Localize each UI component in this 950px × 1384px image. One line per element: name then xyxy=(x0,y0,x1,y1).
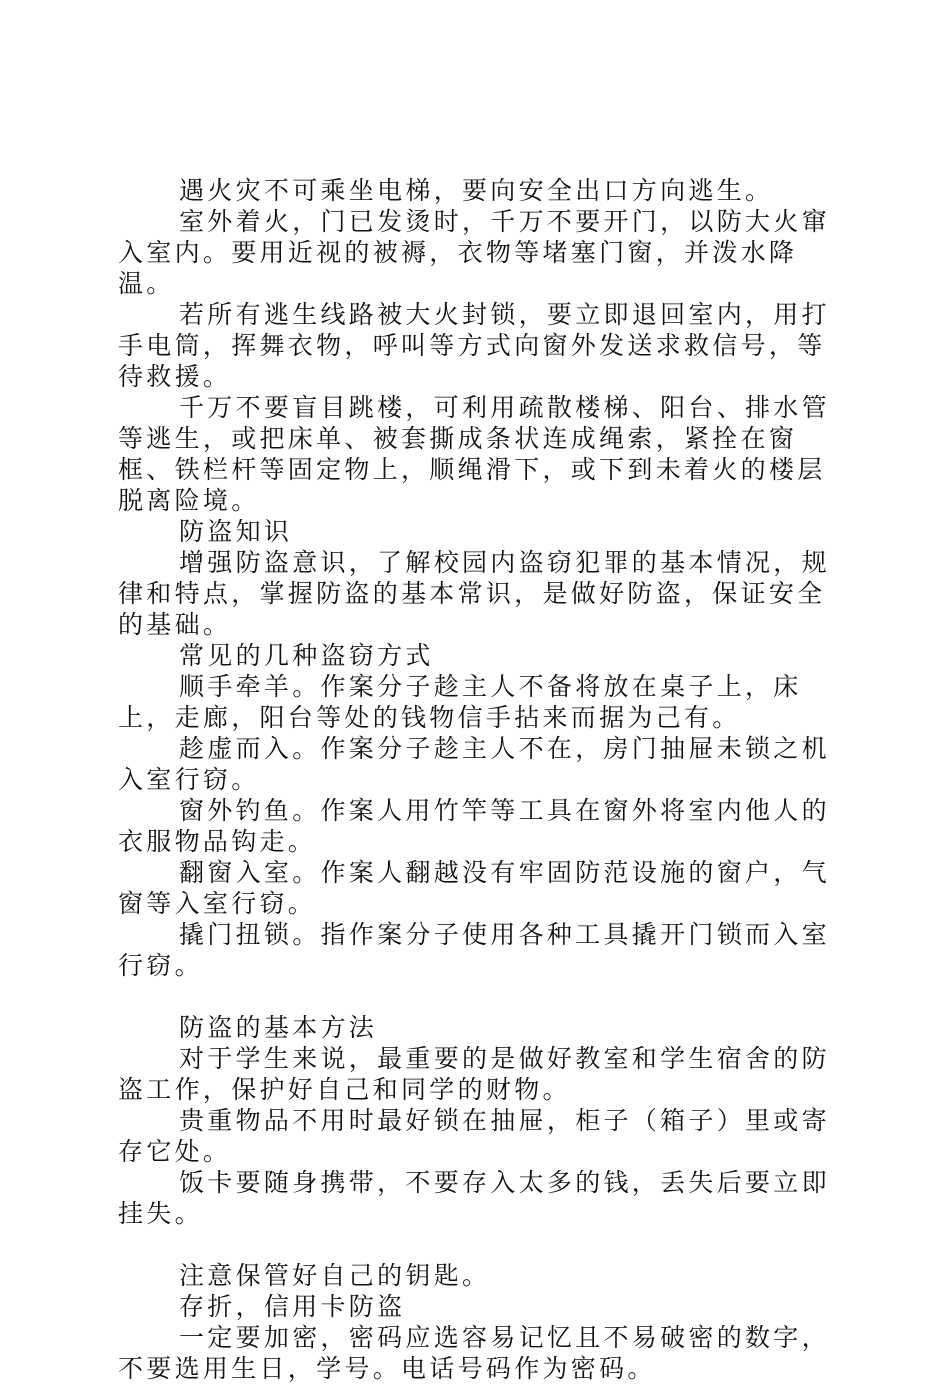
heading-basic-methods: 防盗的基本方法 xyxy=(179,1013,378,1042)
paragraph-meal-card: 饭卡要随身携带，不要存入太多的钱，丢失后要立即挂失。 xyxy=(118,1168,830,1228)
paragraph-no-jumping: 千万不要盲目跳楼，可利用疏散楼梯、阳台、排水管等逃生，或把床单、被套撕成条状连成绳索，紧拴在窗框、铁栏杆等固定物上，顺绳滑下，或下到未着火的楼层脱离险境。 xyxy=(118,393,830,515)
blank-line xyxy=(118,981,838,1012)
document-body xyxy=(118,175,838,1384)
paragraph-opportunistic: 顺手牵羊。作案分子趁主人不备将放在桌子上，床上，走廊，阳台等处的钱物信手拈来而据为己有。 xyxy=(118,672,802,732)
paragraph-window-fishing: 窗外钓鱼。作案人用竹竿等工具在窗外将室内他人的衣服物品钩走。 xyxy=(118,796,830,856)
heading-anti-theft-knowledge: 防盗知识 xyxy=(179,517,293,546)
paragraph-empty-room: 趁虚而入。作案分子趁主人不在，房门抽屉未锁之机入室行窃。 xyxy=(118,734,830,794)
paragraph-lock-picking: 撬门扭锁。指作案分子使用各种工具撬开门锁而入室行窃。 xyxy=(118,920,830,980)
paragraph-students: 对于学生来说，最重要的是做好教室和学生宿舍的防盗工作，保护好自己和同学的财物。 xyxy=(118,1044,830,1104)
paragraph-window-entry: 翻窗入室。作案人翻越没有牢固防范设施的窗户，气窗等入室行窃。 xyxy=(118,858,830,918)
heading-bankbook-card: 存折，信用卡防盗 xyxy=(179,1292,406,1321)
paragraph-valuables: 贵重物品不用时最好锁在抽屉，柜子（箱子）里或寄存它处。 xyxy=(118,1106,830,1166)
paragraph-distress-signal: 若所有逃生线路被大火封锁，要立即退回室内，用打手电筒，挥舞衣物，呼叫等方式向窗外发送求救信号，等待救援。 xyxy=(118,300,830,391)
heading-theft-methods: 常见的几种盗窃方式 xyxy=(179,641,434,670)
paragraph-password: 一定要加密，密码应选容易记忆且不易破密的数字，不要选用生日，学号。电话号码作为密码。 xyxy=(118,1323,830,1383)
paragraph-hot-door: 室外着火，门已发烫时，千万不要开门，以防大火窜入室内。要用近视的被褥，衣物等堵塞门窗，并泼水降温。 xyxy=(118,207,830,298)
blank-line xyxy=(118,1229,838,1260)
paragraph-awareness: 增强防盗意识，了解校园内盗窃犯罪的基本情况，规律和特点，掌握防盗的基本常识，是做好防盗，保证安全的基础。 xyxy=(118,548,830,639)
paragraph-keys: 注意保管好自己的钥匙。 xyxy=(179,1261,491,1290)
paragraph-elevator: 遇火灾不可乘坐电梯，要向安全出口方向逃生。 xyxy=(179,176,774,205)
